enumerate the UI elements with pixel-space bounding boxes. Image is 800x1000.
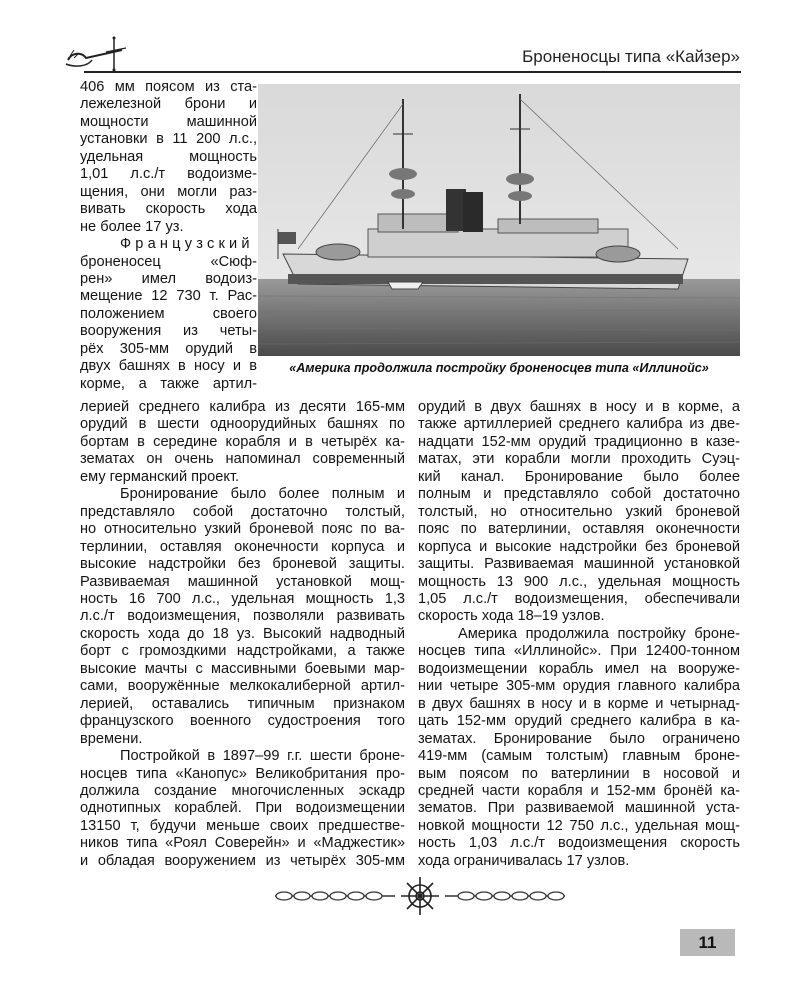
text-line: ность 1,03 л.с./т водоизмещения скорость <box>418 835 740 852</box>
text-line: хода ограничивалась 17 узлов. <box>418 852 630 869</box>
text-line: 1,05 л.с./т водоизмещения, обеспечивали <box>418 590 740 607</box>
text-line: положением своего <box>80 305 257 322</box>
text-column-right <box>418 399 740 870</box>
text-line: мощности машинной <box>80 113 257 130</box>
text-line: защиты. Развиваемая машинной установкой <box>418 556 740 573</box>
text-line: Бронирование было более полным и <box>120 486 405 503</box>
text-line: лерией среднего калибра из десяти 165-мм <box>80 399 405 415</box>
text-line: полным и представляло собой достаточно <box>418 486 740 503</box>
text-line: рёх 305-мм орудий в <box>80 340 257 357</box>
text-line: однотипных кораблей. При водоизмещении <box>80 800 405 817</box>
text-line: должила создание многочисленных эскадр <box>80 782 405 799</box>
text-line: ность 16 700 л.с., удельная мощность 1,3 <box>80 590 405 607</box>
text-line: ему германский проект. <box>80 468 240 485</box>
running-header-title: Броненосцы типа «Кайзер» <box>522 47 740 66</box>
text-line: 419-мм (самым толстым) главным броне- <box>418 748 740 765</box>
text-line: рен» имел водоиз- <box>80 270 257 287</box>
text-line: но относительно узкий броневой пояс по ва- <box>80 521 405 538</box>
text-line: 13150 т, будучи меньше своих предшестве- <box>80 817 405 834</box>
text-line: нии четыре 305-мм орудия главного калибра <box>418 678 740 695</box>
text-line: терлинии, оставляя оконечности корпуса и <box>80 538 405 555</box>
text-line: также артиллерией среднего калибра из две- <box>418 416 740 433</box>
text-line: 406 мм поясом из ста- <box>80 79 257 95</box>
text-line: мещение 12 730 т. Рас- <box>80 288 257 305</box>
text-line: скорость хода 18–19 узлов. <box>418 608 605 625</box>
text-line: кий канал. Бронирование было более <box>418 468 740 485</box>
text-line: установки в 11 200 л.с., <box>80 131 257 148</box>
text-line: толстый, но относительно узкий броневой <box>418 503 740 520</box>
text-line: скорость хода до 18 уз. Высокий надводный <box>80 625 405 642</box>
battleship-photo <box>258 84 740 356</box>
text-line: мощность 13 900 л.с., удельная мощность <box>418 573 740 590</box>
text-line: вым поясом по ватерлинии в носовой и <box>418 765 740 782</box>
text-line: новкой мощности 12 750 л.с., удельная мощ- <box>418 817 740 834</box>
text-line: вооружения из четы- <box>80 323 257 340</box>
text-line: корме, а также артил- <box>80 375 257 392</box>
text-line: бортам в середине корабля и в четырёх ка- <box>80 433 405 450</box>
text-line: средней части корабля и 152-мм бронёй ка- <box>418 782 740 799</box>
text-column-left <box>80 399 405 870</box>
text-line: пояс по ватерлинии, оставляя оконечности <box>418 521 740 538</box>
text-line: двух башнях в носу и в <box>80 358 257 375</box>
text-line: водоизмещении корабль имел на вооруже- <box>418 660 740 677</box>
anchor-ornament-icon <box>62 34 134 74</box>
text-line: ников типа «Роял Соверейн» и «Маджестик» <box>80 835 405 852</box>
text-line: сами, вооружённые мелкокалиберной артил- <box>80 678 405 695</box>
text-line: орудий в двух башнях в носу и в корме, а <box>418 399 740 415</box>
text-line: 1,01 л.с./т водоизме- <box>80 166 257 183</box>
text-line: зематов. При развиваемой машинной уста- <box>418 800 740 817</box>
photo-caption: «Америка продолжила постройку броненосцев типа «Иллинойс» <box>289 361 709 375</box>
text-line: лежелезной брони и <box>80 96 257 113</box>
text-line: щения, они могли раз- <box>80 183 257 200</box>
header-rule <box>84 71 741 73</box>
text-line: зематах он очень напоминал современный <box>80 451 405 468</box>
text-line: удельная мощность <box>80 148 257 165</box>
text-line: борт с громоздкими надстройками, а также <box>80 643 405 660</box>
text-line: зематах. Бронирование было ограничено <box>418 730 740 747</box>
ships-wheel-chain-ornament <box>270 876 570 916</box>
text-line: носцев типа «Канопус» Великобритания про- <box>80 765 405 782</box>
text-line: надцати 152-мм орудий традиционно в казе- <box>418 433 740 450</box>
text-line: высокие надстройки без броневой защиты. <box>80 556 405 573</box>
text-line: Развиваемая машинной установкой мощ- <box>80 573 405 590</box>
text-line: высокие мачты с массивными боевыми мар- <box>80 660 405 677</box>
text-line: матах, эти корабли могли проходить Суэц- <box>418 451 740 468</box>
text-line: лерией, оставались типичным признаком <box>80 695 405 712</box>
text-line: вивать скорость хода <box>80 201 257 218</box>
text-line: цать 152-мм орудий среднего калибра в ка- <box>418 713 740 730</box>
text-line: носцев типа «Иллинойс». При 12400-тонном <box>418 643 740 660</box>
text-line: Французский <box>120 236 254 253</box>
text-line: французского военного судостроения того <box>80 713 405 730</box>
text-line: Америка продолжила постройку броне- <box>458 625 740 642</box>
text-line: орудий в шести одноорудийных башнях по <box>80 416 405 433</box>
text-line: л.с./т водоизмещения, позволяли развивать <box>80 608 405 625</box>
text-line: Постройкой в 1897–99 г.г. шести броне- <box>120 748 405 765</box>
text-line: броненосец «Сюф- <box>80 253 257 270</box>
text-line: и обладая вооружением из четырёх 305-мм <box>80 852 405 869</box>
text-line: времени. <box>80 730 143 747</box>
text-column-top-left <box>80 79 257 393</box>
page-number: 11 <box>680 929 735 956</box>
text-line: корпуса и высокие надстройки без броневой <box>418 538 740 555</box>
text-line: представляло собой достаточно толстый, <box>80 503 405 520</box>
text-line: не более 17 уз. <box>80 218 184 235</box>
text-line: в двух башнях в носу и в корме и четырнад- <box>418 695 740 712</box>
